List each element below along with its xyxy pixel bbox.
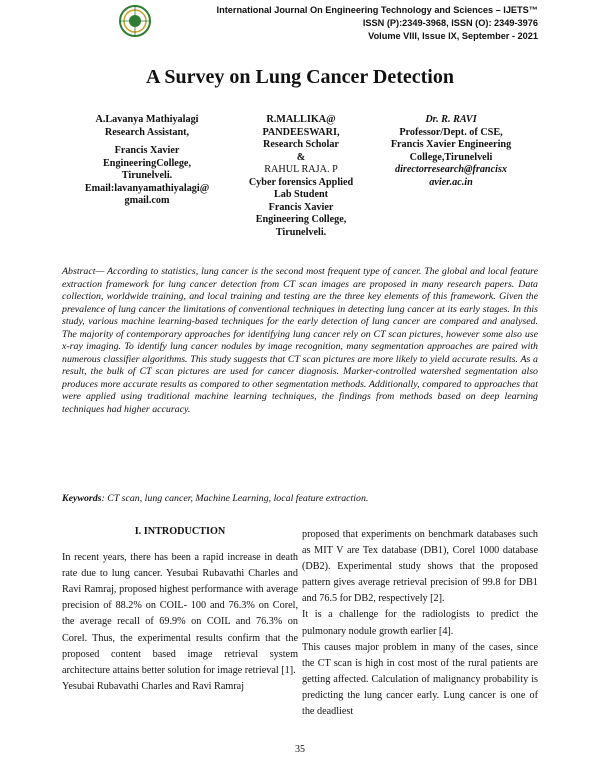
author-block-2 xyxy=(232,114,370,239)
journal-header xyxy=(217,4,538,43)
author-line: A.Lavanya Mathiyalagi xyxy=(95,114,199,125)
paragraph: This causes major problem in many of the cases, since the CT scan is high in cost most of the rural patients are getting affected. Calculation of malignancy probability is predicting the lung cancer early. Lung cancer is one of the deadliest xyxy=(302,641,538,718)
author-line: Research Assistant, xyxy=(104,126,190,138)
author-line: R.MALLIKA@ xyxy=(266,114,336,125)
abstract: Abstract— According to statistics, lung cancer is the second most frequent type of cancer. The global and local feature extraction framework for lung cancer detection from CT scan images are proposed in many research papers. Data collection, worldwide training, and local training and testing are the three key elements of this framework. Given the prevalence of lung cancer the limitations of conventional techniques in detecting lung cancer at its early stages. In this study, various machine learning-based techniques for the early detection of lung cancer are compared and analysed. The majority of contemporary approaches for identifying lung cancer rely on CT scan pictures, however some also use x-ray imaging. To identify lung cancer nodules by image recognition, many segmentation approaches are paired with numerous classifier algorithms. This study suggests that CT scan pictures are more likely to yield accurate results. As a result, the bulk of CT scan pictures are used for cancer diagnosis. Marker-controlled watershed segmentation also produces more accurate results as compared to other segmentation methods. Additionally, compared to approaches that were applied using traditional machine learning techniques, the findings from methods based on deep learning techniques had higher accuracy. xyxy=(62,266,538,415)
journal-logo-icon xyxy=(118,4,152,38)
author-line: Tirunelveli. xyxy=(275,226,327,238)
column-left xyxy=(62,523,298,695)
keywords xyxy=(62,493,538,504)
author-block-3 xyxy=(376,114,526,189)
paragraph: In recent years, there has been a rapid increase in death rate due to lung cancer. Yesubai Rubavathi Charles and Ravi Ramraj, proposed highest performance with average precision of 88.2% on COIL- 100 and 76.3% on Corel, the average recall of 69.9% on COIL and 76.3% on Corel. Thus, the experimental results confirm that the proposed content based image retrieval system architecture attains better solution for image retrieval [1]. xyxy=(62,552,298,676)
author-line: Tirunelveli. xyxy=(121,170,173,181)
author-line: EngineeringCollege, xyxy=(102,157,191,169)
author-line: Engineering College, xyxy=(255,214,347,225)
author-line: Cyber forensics Applied xyxy=(248,176,354,188)
author-email: avier.ac.in xyxy=(429,176,473,188)
author-line: Francis Xavier xyxy=(114,145,180,156)
author-line: RAHUL RAJA. P xyxy=(264,164,338,175)
author-email: directorresearch@francisx xyxy=(394,164,508,175)
issn-line: ISSN (P):2349-3968, ISSN (O): 2349-3976 xyxy=(362,18,538,28)
section-heading: I. INTRODUCTION xyxy=(134,526,226,537)
author-block-1 xyxy=(62,114,232,208)
author-line: Dr. R. RAVI xyxy=(425,114,477,125)
author-email: Email:lavanyamathiyalagi@ xyxy=(84,182,210,194)
author-line: Lab Student xyxy=(273,189,329,200)
volume-line: Volume VIII, Issue IX, September - 2021 xyxy=(368,31,538,41)
journal-name: International Journal On Engineering Technology and Sciences – IJETS™ xyxy=(216,5,538,15)
paper-title: A Survey on Lung Cancer Detection xyxy=(146,66,454,88)
author-email: gmail.com xyxy=(124,195,170,206)
paragraph: proposed that experiments on benchmark databases such as MIT V are Tex database (DB1), Corel 1000 database (DB2). Experimental study shows that the proposed pattern gives average retrieval precision of 99.8 for DB1 and 76.5 for DB2, respectively [2]. xyxy=(302,529,538,605)
author-line: Francis Xavier xyxy=(268,201,334,213)
column-right xyxy=(302,527,538,720)
author-line: Francis Xavier Engineering xyxy=(390,139,512,150)
paragraph: It is a challenge for the radiologists to predict the pulmonary nodule growth earlier [4]. xyxy=(302,609,538,637)
keywords-text: : CT scan, lung cancer, Machine Learning, local feature extraction. xyxy=(101,493,369,504)
page-number: 35 xyxy=(295,744,305,755)
paragraph: Yesubai Rubavathi Charles and Ravi Ramraj xyxy=(62,680,245,692)
author-line: Research Scholar xyxy=(263,139,339,150)
author-line: Professor/Dept. of CSE, xyxy=(399,126,503,138)
author-line: College,Tirunelveli xyxy=(409,151,493,163)
keywords-label: Keywords xyxy=(62,493,102,504)
author-line: & xyxy=(296,151,306,163)
author-line: PANDEESWARI, xyxy=(262,126,340,138)
